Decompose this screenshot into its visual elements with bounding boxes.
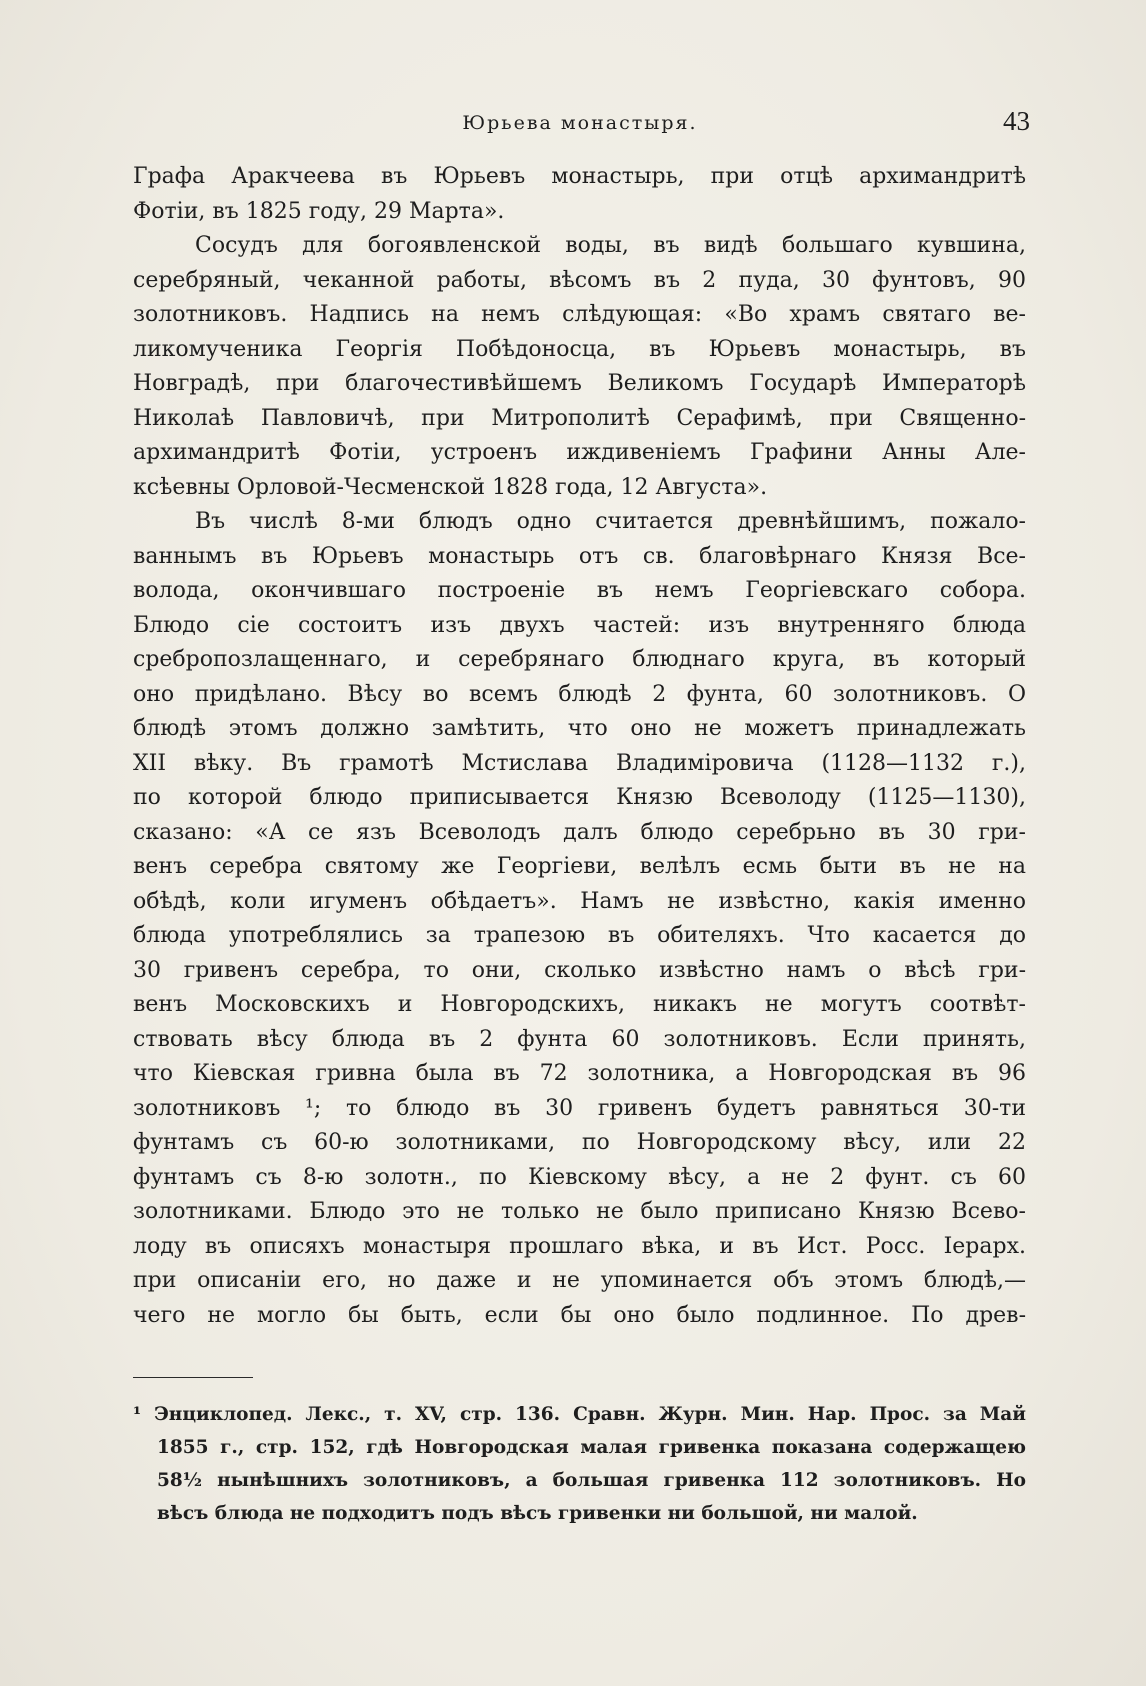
text-line: 30 гривенъ серебра, то они, сколько извѣстно намъ о вѣсѣ гри-	[133, 957, 1026, 983]
text-line: чего не могло бы быть, если бы оно было подлинное. По древ-	[133, 1302, 1026, 1328]
text-line: золотниковъ ¹; то блюдо въ 30 гривенъ будетъ равняться 30-ти	[133, 1095, 1026, 1121]
text-line: Блюдо сіе состоитъ изъ двухъ частей: изъ внутренняго блюда	[133, 612, 1026, 638]
text-line: сказано: «А се язъ Всеволодъ далъ блюдо серебрьно въ 30 гри-	[133, 819, 1026, 845]
text-line: венъ Московскихъ и Новгородскихъ, никакъ не могутъ соотвѣт-	[133, 992, 1026, 1017]
text-line: XII вѣку. Въ грамотѣ Мстислава Владиміровича (1128—1132 г.),	[133, 750, 1026, 776]
text-line: золотниковъ. Надпись на немъ слѣдующая: «Во храмъ святаго ве-	[133, 302, 1026, 327]
footnote-line: вѣсъ блюда не подходитъ подъ вѣсъ гривенки ни большой, ни малой.	[157, 1503, 918, 1524]
text-line: ликомученика Георгія Побѣдоносца, въ Юрьевъ монастырь, въ	[133, 336, 1026, 362]
text-line: блюда употреблялись за трапезою въ обителяхъ. Что касается до	[133, 923, 1026, 948]
text-line: лоду въ описяхъ монастыря прошлаго вѣка, и въ Ист. Росс. Іерарх.	[133, 1233, 1026, 1259]
text-line: Въ числѣ 8-ми блюдъ одно считается древнѣйшимъ, пожало-	[195, 509, 1026, 534]
footnote-divider	[133, 1377, 253, 1378]
text-line: фунтамъ съ 60-ю золотниками, по Новгородскому вѣсу, или 22	[133, 1130, 1026, 1155]
text-line: венъ серебра святому же Георгіеви, велѣлъ есмь быти въ не на	[133, 854, 1026, 879]
text-line: Сосудъ для богоявленской воды, въ видѣ большаго кувшина,	[195, 233, 1026, 258]
text-line: Новградѣ, при благочестивѣйшемъ Великомъ Государѣ Императорѣ	[133, 371, 1026, 396]
text-line: ваннымъ въ Юрьевъ монастырь отъ св. благовѣрнаго Князя Все-	[133, 543, 1026, 569]
text-line: серебряный, чеканной работы, вѣсомъ въ 2 пуда, 30 фунтовъ, 90	[133, 267, 1026, 293]
text-line: Николаѣ Павловичѣ, при Митрополитѣ Серафимѣ, при Священно-	[133, 405, 1026, 431]
text-line: Фотіи, въ 1825 году, 29 Марта».	[133, 198, 505, 224]
text-line: Графа Аракчеева въ Юрьевъ монастырь, при отцѣ архимандритѣ	[133, 164, 1026, 189]
page-header	[130, 106, 1030, 146]
text-line: фунтамъ съ 8-ю золотн., по Кіевскому вѣсу, а не 2 фунт. съ 60	[133, 1164, 1026, 1190]
footnote-line: 1855 г., стр. 152, гдѣ Новгородская малая гривенка показана содержащею	[157, 1437, 1026, 1458]
page-number: 43	[1003, 106, 1030, 136]
text-line: что Кіевская гривна была въ 72 золотника, а Новгородская въ 96	[133, 1061, 1026, 1086]
body-text	[133, 160, 1026, 1333]
text-line: сребропозлащеннаго, и серебрянаго блюднаго круга, въ который	[133, 647, 1026, 672]
footnote-line: ¹ Энциклопед. Лекс., т. XV, стр. 136. Сравн. Журн. Мин. Нар. Прос. за Май	[133, 1404, 1026, 1425]
text-line: ствовать вѣсу блюда въ 2 фунта 60 золотниковъ. Если принять,	[133, 1026, 1026, 1052]
text-line: ксѣевны Орловой-Чесменской 1828 года, 12 Августа».	[133, 474, 768, 500]
text-line: при описаніи его, но даже и не упоминается объ этомъ блюдѣ,—	[133, 1268, 1026, 1293]
text-line: архимандритѣ Фотіи, устроенъ иждивеніемъ Графини Анны Але-	[133, 440, 1026, 465]
footnotes	[133, 1398, 1026, 1530]
text-line: золотниками. Блюдо это не только не было приписано Князю Всево-	[133, 1199, 1026, 1224]
running-title: Юрьева монастыря.	[462, 112, 698, 134]
text-line: оно придѣлано. Вѣсу во всемъ блюдѣ 2 фунта, 60 золотниковъ. О	[133, 681, 1026, 707]
text-line: блюдѣ этомъ должно замѣтить, что оно не можетъ принадлежать	[133, 716, 1026, 741]
text-line: обѣдѣ, коли игуменъ обѣдаетъ». Намъ не извѣстно, какія именно	[133, 888, 1026, 914]
footnote-line: 58½ нынѣшнихъ золотниковъ, а большая гривенка 112 золотниковъ. Но	[157, 1470, 1026, 1491]
text-line: по которой блюдо приписывается Князю Всеволоду (1125—1130),	[133, 785, 1026, 810]
text-line: волода, окончившаго построеніе въ немъ Георгіевскаго собора.	[133, 578, 1026, 603]
